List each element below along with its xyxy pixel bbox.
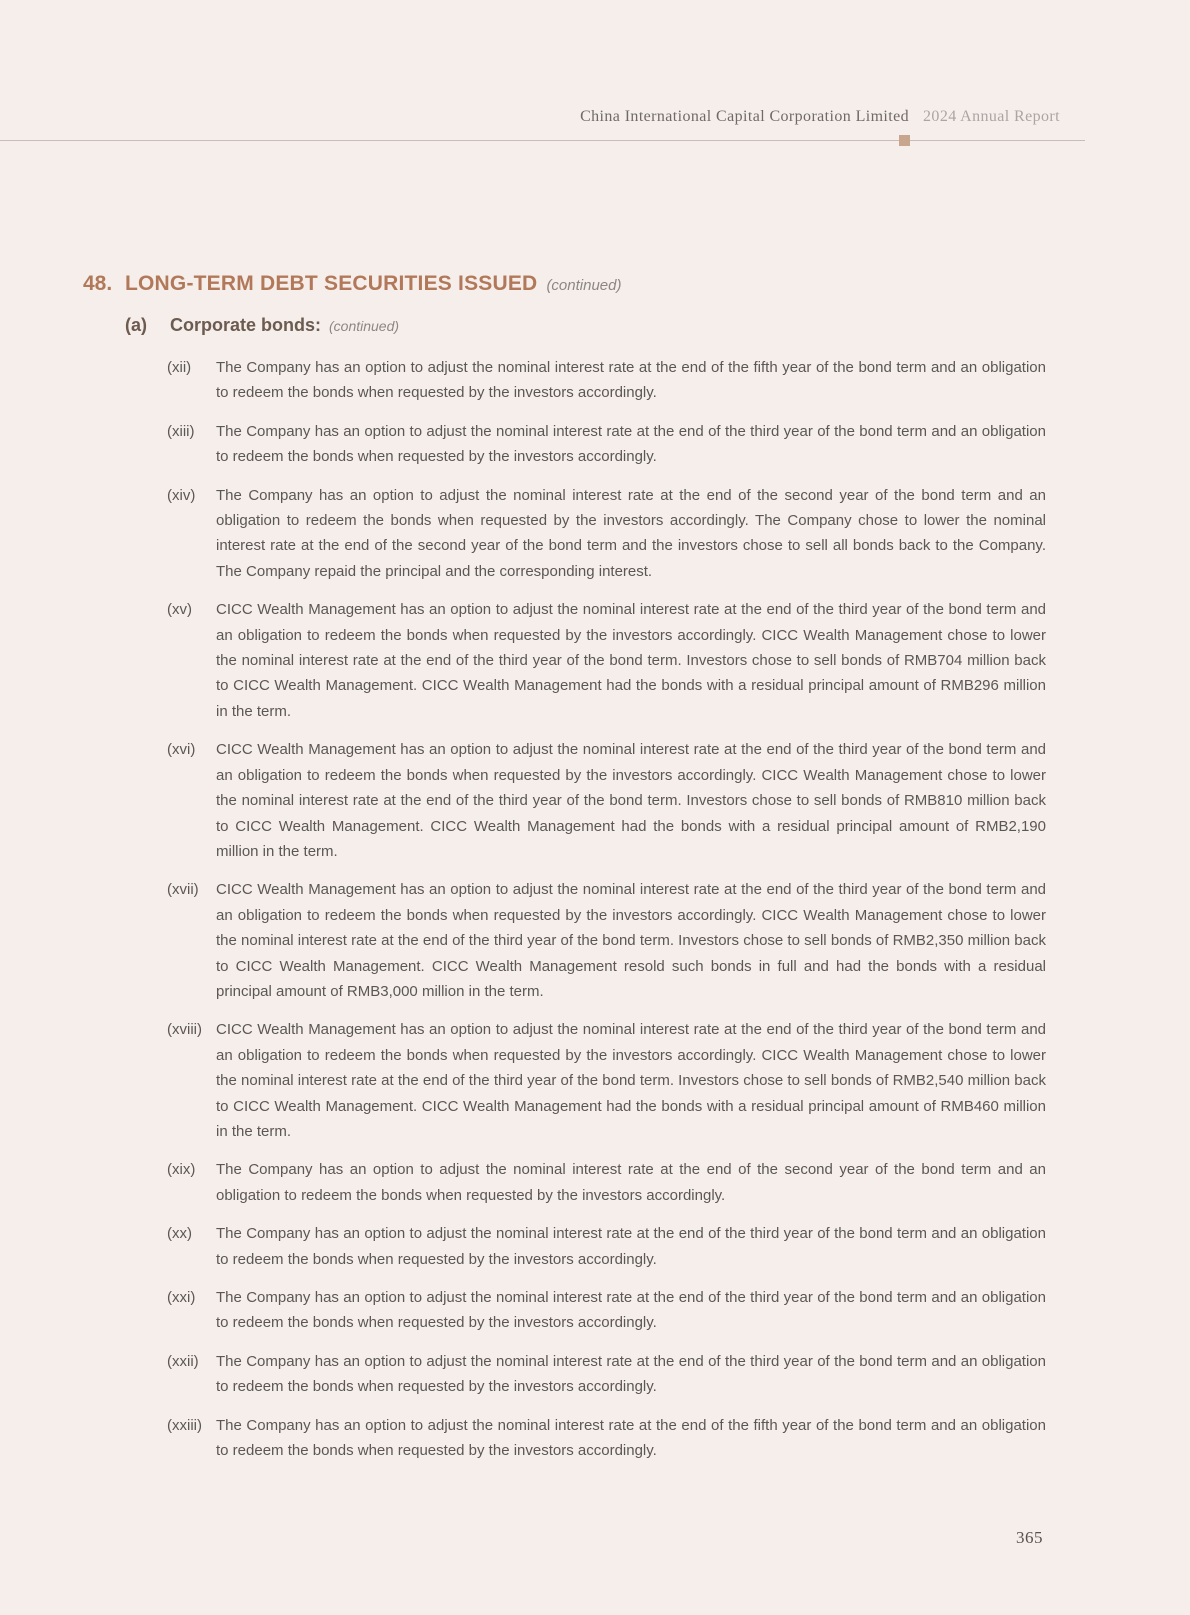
- list-item: [167, 1349, 1046, 1400]
- item-marker: (xiv): [167, 486, 196, 504]
- item-text: The Company has an option to adjust the nominal interest rate at the end of the third year of the bond term and an obligation to redeem the bonds when requested by the investors accordingly.: [216, 1352, 1046, 1396]
- item-marker: (xxiii): [167, 1416, 202, 1434]
- item-marker: (xiii): [167, 422, 195, 440]
- list-item: [167, 355, 1046, 406]
- item-marker: (xviii): [167, 1021, 202, 1039]
- list-item: [167, 737, 1046, 864]
- list-item: [167, 1017, 1046, 1144]
- section-number: 48.: [83, 272, 113, 295]
- item-marker: (xvi): [167, 741, 196, 759]
- running-header: [580, 108, 1060, 126]
- header-rule-square-marker: [899, 135, 910, 146]
- item-text: The Company has an option to adjust the nominal interest rate at the end of the second year of the bond term and an obligation to redeem the bonds when requested by the investors accordingly. The Company chose to lower the nominal interest rate at the end of the second year of the bond term and the investors chose to sell all bonds back to the Company. The Company repaid the principal and the corresponding interest.: [216, 486, 1046, 580]
- item-text: CICC Wealth Management has an option to adjust the nominal interest rate at the end of the third year of the bond term and an obligation to redeem the bonds when requested by the investors accordingly. CICC Wealth Management chose to lower the nominal interest rate at the end of the third year of the bond term. Investors chose to sell bonds of RMB2,350 million back to CICC Wealth Management. CICC Wealth Management resold such bonds in full and had the bonds with a residual principal amount of RMB3,000 million in the term.: [216, 881, 1046, 1000]
- item-text: CICC Wealth Management has an option to adjust the nominal interest rate at the end of the third year of the bond term and an obligation to redeem the bonds when requested by the investors accordingly. CICC Wealth Management chose to lower the nominal interest rate at the end of the third year of the bond term. Investors chose to sell bonds of RMB704 million back to CICC Wealth Management. CICC Wealth Management had the bonds with a residual principal amount of RMB296 million in the term.: [216, 601, 1046, 720]
- company-name: China International Capital Corporation Limited: [580, 108, 910, 125]
- item-text: The Company has an option to adjust the nominal interest rate at the end of the fifth year of the bond term and an obligation to redeem the bonds when requested by the investors accordingly.: [216, 1416, 1046, 1460]
- item-text: The Company has an option to adjust the nominal interest rate at the end of the fifth year of the bond term and an obligation to redeem the bonds when requested by the investors accordingly.: [216, 359, 1046, 402]
- item-marker: (xii): [167, 359, 192, 376]
- list-item: [167, 877, 1046, 1004]
- item-marker: (xx): [167, 1225, 192, 1243]
- item-text: The Company has an option to adjust the nominal interest rate at the end of the third year of the bond term and an obligation to redeem the bonds when requested by the investors accordingly.: [216, 1225, 1046, 1268]
- header-rule: [0, 140, 1085, 141]
- list-item: [167, 419, 1046, 470]
- item-text: The Company has an option to adjust the nominal interest rate at the end of the third year of the bond term and an obligation to redeem the bonds when requested by the investors accordingly.: [216, 1289, 1046, 1332]
- section-heading: [83, 272, 621, 296]
- subsection-heading: [125, 315, 399, 336]
- subsection-label: (a): [125, 315, 147, 335]
- list-item: [167, 483, 1046, 585]
- page-number: 365: [1016, 1528, 1043, 1547]
- corporate-bonds-item-list: [167, 355, 1046, 1476]
- item-text: The Company has an option to adjust the nominal interest rate at the end of the third year of the bond term and an obligation to redeem the bonds when requested by the investors accordingly.: [216, 422, 1046, 466]
- list-item: [167, 1285, 1046, 1336]
- item-marker: (xvii): [167, 881, 199, 899]
- list-item: [167, 1221, 1046, 1272]
- list-item: [167, 1157, 1046, 1208]
- subsection-continued-label: (continued): [329, 318, 400, 334]
- list-item: [167, 1413, 1046, 1464]
- report-title: 2024 Annual Report: [923, 108, 1060, 125]
- section-continued-label: (continued): [546, 277, 622, 294]
- subsection-title: Corporate bonds:: [170, 315, 321, 335]
- item-marker: (xv): [167, 601, 192, 619]
- section-title: LONG-TERM DEBT SECURITIES ISSUED: [125, 272, 538, 295]
- item-text: The Company has an option to adjust the nominal interest rate at the end of the second year of the bond term and an obligation to redeem the bonds when requested by the investors accordingly.: [216, 1161, 1046, 1204]
- item-marker: (xxii): [167, 1352, 199, 1370]
- item-text: CICC Wealth Management has an option to adjust the nominal interest rate at the end of the third year of the bond term and an obligation to redeem the bonds when requested by the investors accordingly. CICC Wealth Management chose to lower the nominal interest rate at the end of the third year of the bond term. Investors chose to sell bonds of RMB810 million back to CICC Wealth Management. CICC Wealth Management had the bonds with a residual principal amount of RMB2,190 million in the term.: [216, 741, 1046, 860]
- list-item: [167, 597, 1046, 724]
- item-text: CICC Wealth Management has an option to adjust the nominal interest rate at the end of the third year of the bond term and an obligation to redeem the bonds when requested by the investors accordingly. CICC Wealth Management chose to lower the nominal interest rate at the end of the third year of the bond term. Investors chose to sell bonds of RMB2,540 million back to CICC Wealth Management. CICC Wealth Management had the bonds with a residual principal amount of RMB460 million in the term.: [216, 1021, 1046, 1140]
- item-marker: (xix): [167, 1161, 196, 1179]
- item-marker: (xxi): [167, 1289, 196, 1306]
